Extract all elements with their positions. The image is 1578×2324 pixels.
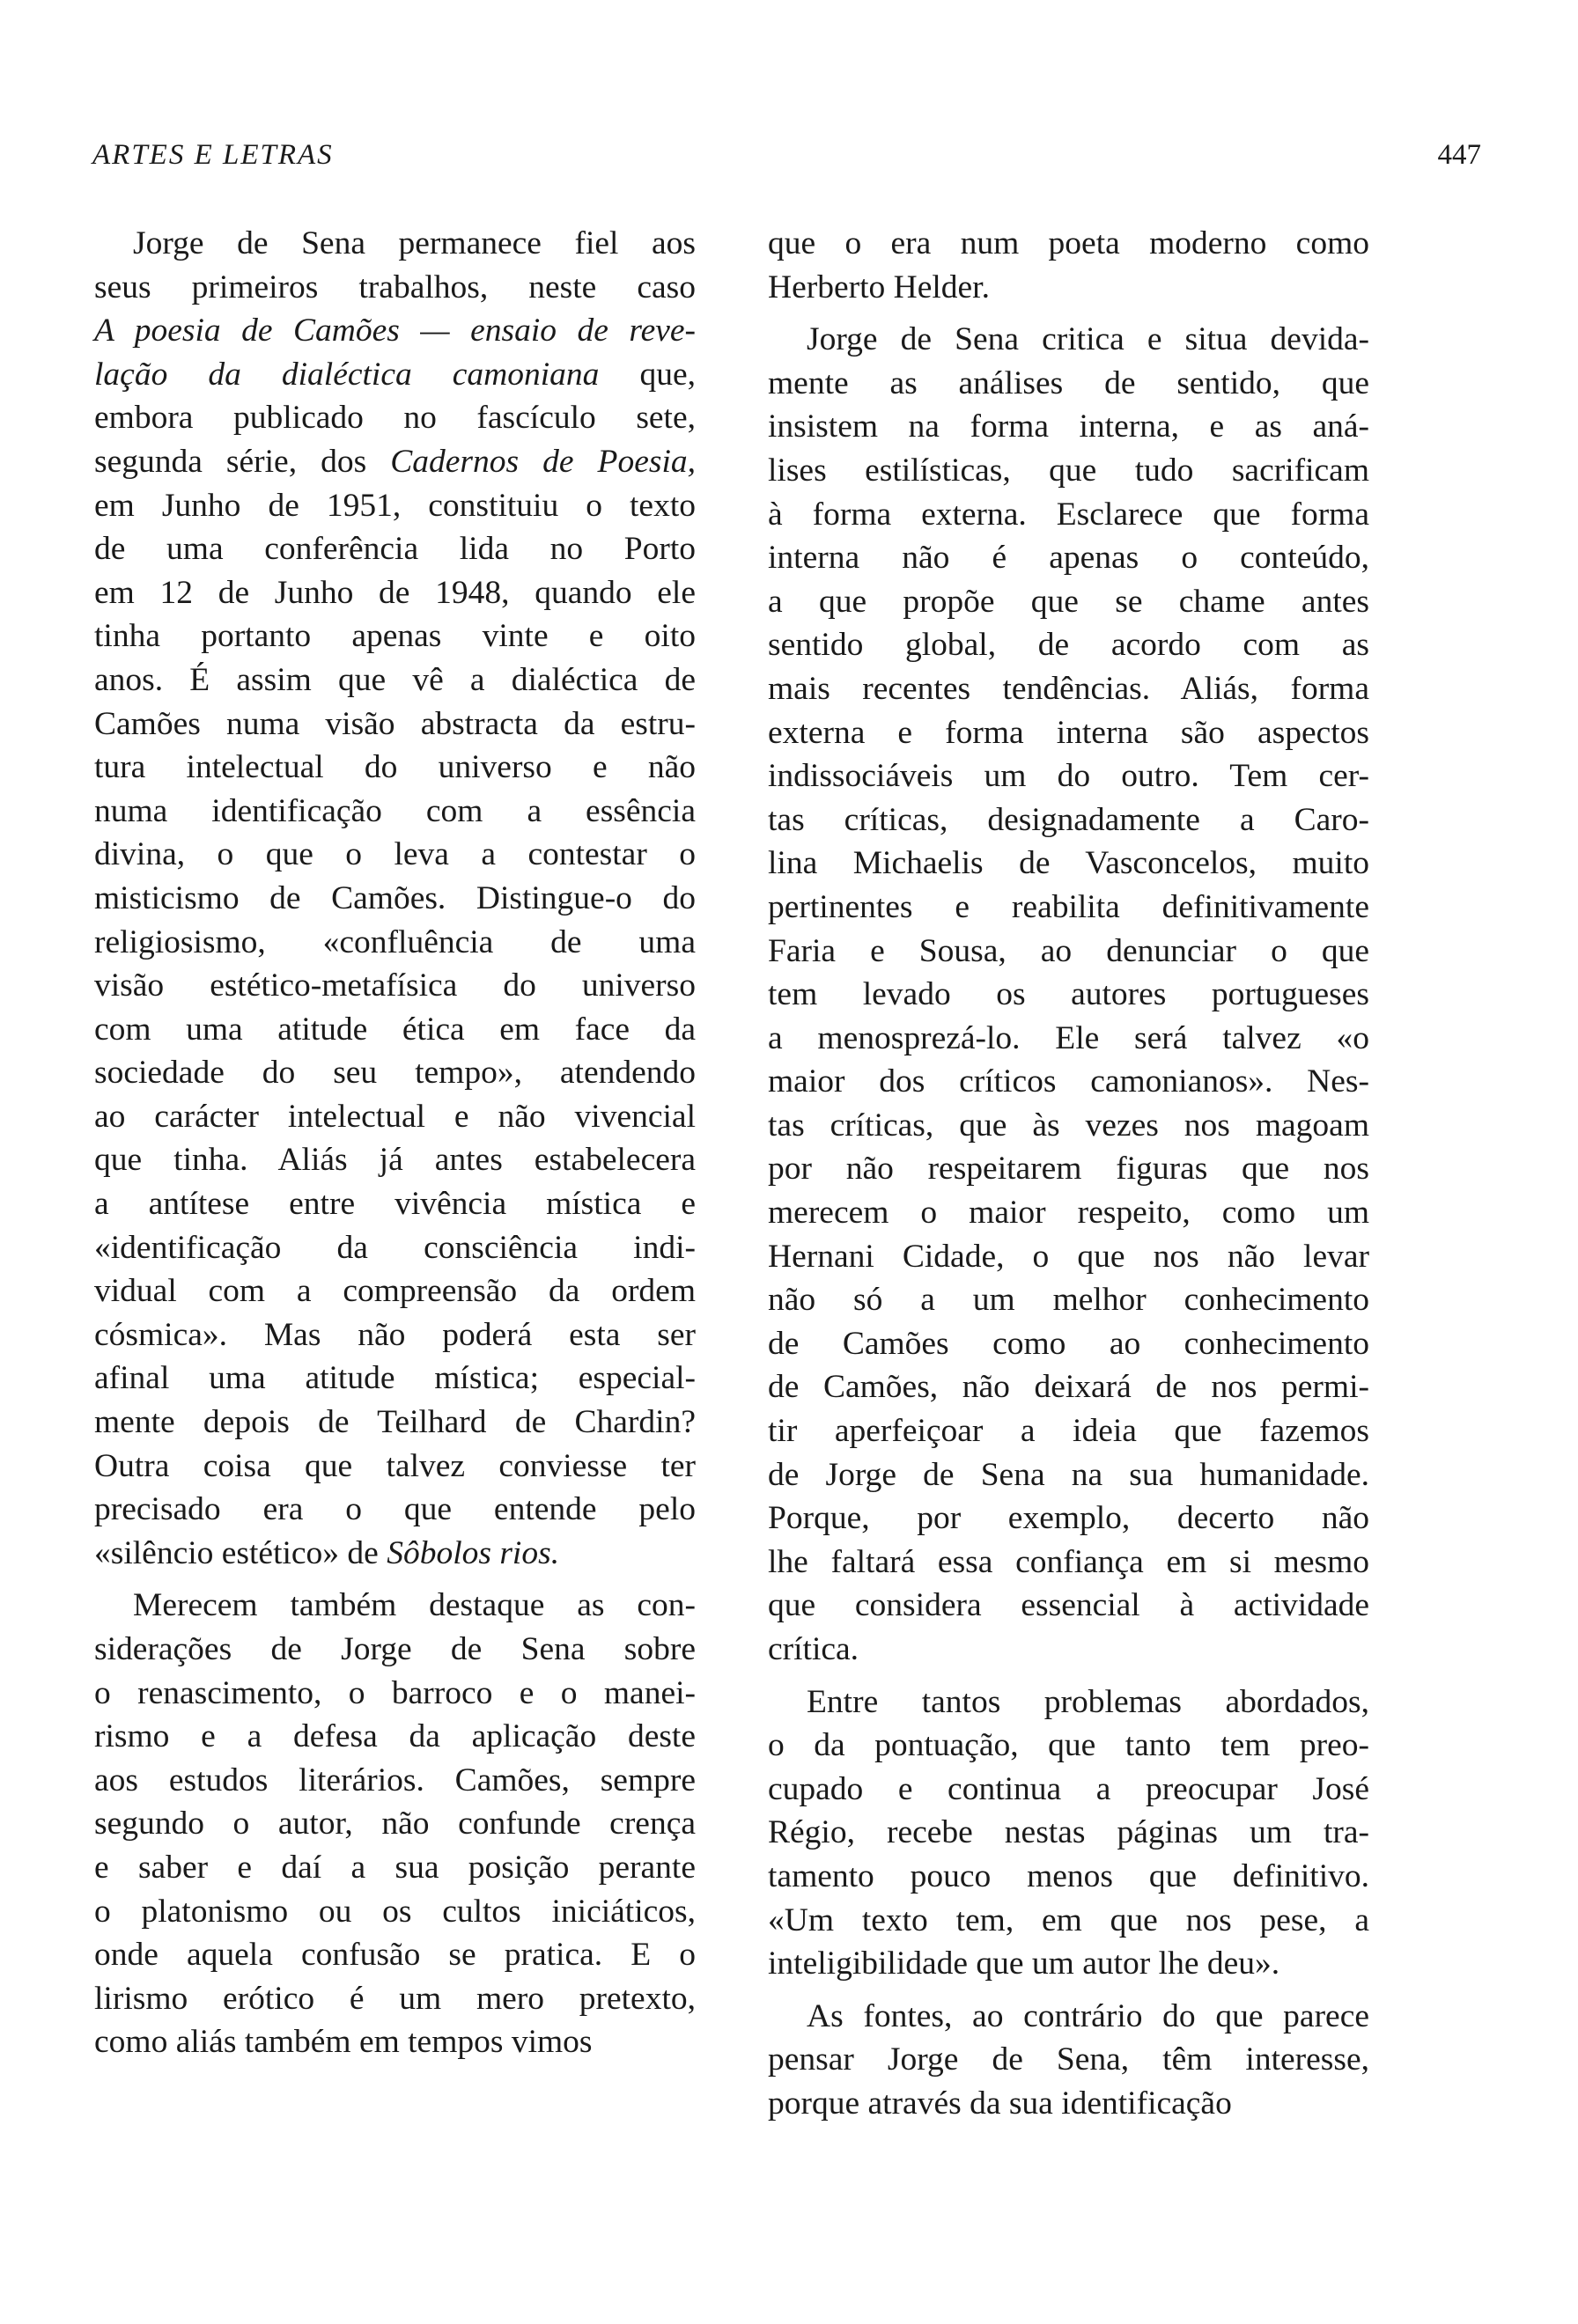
text-line: lirismo erótico é um mero pretexto,	[94, 1980, 696, 2017]
paragraph	[94, 1584, 696, 2064]
text-line: Merecem também destaque as con-	[133, 1587, 696, 1624]
text-line: anos. É assim que vê a dialéctica de	[94, 661, 696, 698]
text-line: pertinentes e reabilita definitivamente	[768, 888, 1369, 925]
text-line: lhe faltará essa confiança em si mesmo	[768, 1543, 1369, 1580]
text-line: siderações de Jorge de Sena sobre	[94, 1631, 696, 1667]
text-line: em Junho de 1951, constituiu o texto	[94, 487, 696, 524]
text-line: sentido global, de acordo com as	[768, 627, 1369, 664]
text-line: e saber e daí a sua posição perante	[94, 1849, 696, 1886]
text-line: misticismo de Camões. Distingue-o do	[94, 879, 696, 916]
page-number: 447	[1437, 139, 1481, 171]
text-line: o da pontuação, que tanto tem preo-	[768, 1727, 1369, 1764]
text-line: tem levado os autores portugueses	[768, 976, 1369, 1013]
paragraph-gap	[768, 309, 1369, 318]
text-line: Jorge de Sena permanece fiel aos	[133, 225, 696, 261]
text-line: lina Michaelis de Vasconcelos, muito	[768, 845, 1369, 882]
text-line: não só a um melhor conhecimento	[768, 1282, 1369, 1319]
text-line: tinha portanto apenas vinte e oito	[94, 618, 696, 655]
text-line: crítica.	[768, 1631, 859, 1667]
left-column	[94, 222, 696, 2064]
text-line: o renascimento, o barroco e o manei-	[94, 1674, 696, 1711]
text-line: «identificação da consciência indi-	[94, 1229, 696, 1266]
text-line: maior dos críticos camonianos». Nes-	[768, 1063, 1369, 1100]
text-line: divina, o que o leva a contestar o	[94, 836, 696, 873]
paragraph	[768, 1995, 1369, 2126]
text-line: segunda série, dos Cadernos de Poesia,	[94, 443, 696, 480]
text-line: lises estilísticas, que tudo sacrificam	[768, 452, 1369, 489]
text-line: cósmica». Mas não poderá esta ser	[94, 1316, 696, 1353]
text-line: a menosprezá-lo. Ele será talvez «o	[768, 1019, 1369, 1056]
text-line: visão estético-metafísica do universo	[94, 967, 696, 1004]
text-line: tamento pouco menos que definitivo.	[768, 1857, 1369, 1894]
text-line: tura intelectual do universo e não	[94, 749, 696, 786]
paragraph	[94, 222, 696, 1575]
paragraph-gap	[768, 1986, 1369, 1995]
text-line: vidual com a compreensão da ordem	[94, 1273, 696, 1310]
text-line: mente depois de Teilhard de Chardin?	[94, 1404, 696, 1441]
text-line: que considera essencial à actividade	[768, 1587, 1369, 1624]
paragraph	[768, 318, 1369, 1671]
text-line: de uma conferência lida no Porto	[94, 531, 696, 568]
text-line: que o era num poeta moderno como	[768, 225, 1369, 261]
text-line: Porque, por exemplo, decerto não	[768, 1500, 1369, 1537]
text-line: de Camões, não deixará de nos permi-	[768, 1369, 1369, 1406]
text-line: ao carácter intelectual e não vivencial	[94, 1098, 696, 1135]
text-line: pensar Jorge de Sena, têm interesse,	[768, 2041, 1369, 2078]
text-line: tir aperfeiçoar a ideia que fazemos	[768, 1413, 1369, 1450]
text-line: a antítese entre vivência mística e	[94, 1186, 696, 1223]
text-line: a que propõe que se chame antes	[768, 583, 1369, 620]
paragraph	[768, 222, 1369, 309]
text-line: porque através da sua identificação	[768, 2085, 1232, 2122]
text-line: As fontes, ao contrário do que parece	[807, 1997, 1369, 2034]
text-line: interna não é apenas o conteúdo,	[768, 540, 1369, 577]
text-line: onde aquela confusão se pratica. E o	[94, 1937, 696, 1974]
paragraph	[768, 1680, 1369, 1986]
text-line: Faria e Sousa, ao denunciar o que	[768, 932, 1369, 969]
text-line: indissociáveis um do outro. Tem cer-	[768, 758, 1369, 795]
text-line: aos estudos literários. Camões, sempre	[94, 1761, 696, 1798]
text-line: lação da dialéctica camoniana que,	[94, 356, 696, 393]
text-line: numa identificação com a essência	[94, 792, 696, 829]
text-line: afinal uma atitude mística; especial-	[94, 1360, 696, 1397]
text-line: à forma externa. Esclarece que forma	[768, 496, 1369, 533]
paragraph-gap	[768, 1672, 1369, 1680]
text-line: insistem na forma interna, e as aná-	[768, 408, 1369, 445]
text-line: merecem o maior respeito, como um	[768, 1195, 1369, 1232]
text-line: «silêncio estético» de Sôbolos rios.	[94, 1534, 560, 1571]
running-title: ARTES E LETRAS	[92, 139, 334, 171]
text-line: A poesia de Camões — ensaio de reve-	[94, 313, 696, 349]
text-line: por não respeitarem figuras que nos	[768, 1151, 1369, 1188]
text-line: o platonismo ou os cultos iniciáticos,	[94, 1893, 696, 1930]
text-line: rismo e a defesa da aplicação deste	[94, 1718, 696, 1755]
text-line: tas críticas, designadamente a Caro-	[768, 801, 1369, 838]
text-line: de Jorge de Sena na sua humanidade.	[768, 1456, 1369, 1493]
text-line: como aliás também em tempos vimos	[94, 2024, 593, 2061]
text-line: precisado era o que entende pelo	[94, 1491, 696, 1528]
text-line: religiosismo, «confluência de uma	[94, 923, 696, 960]
text-line: Herberto Helder.	[768, 268, 990, 305]
text-line: segundo o autor, não confunde crença	[94, 1806, 696, 1842]
text-line: «Um texto tem, em que nos pese, a	[768, 1901, 1369, 1938]
text-line: tas críticas, que às vezes nos magoam	[768, 1107, 1369, 1144]
text-line: Entre tantos problemas abordados,	[807, 1683, 1369, 1720]
text-line: seus primeiros trabalhos, neste caso	[94, 268, 696, 305]
text-line: mais recentes tendências. Aliás, forma	[768, 670, 1369, 707]
text-line: mente as análises de sentido, que	[768, 364, 1369, 401]
text-line: cupado e continua a preocupar José	[768, 1770, 1369, 1807]
paragraph-gap	[94, 1575, 696, 1584]
text-line: inteligibilidade que um autor lhe deu».	[768, 1945, 1280, 1982]
text-line: com uma atitude ética em face da	[94, 1011, 696, 1048]
text-line: sociedade do seu tempo», atendendo	[94, 1055, 696, 1092]
text-line: Outra coisa que talvez conviesse ter	[94, 1447, 696, 1484]
right-column	[768, 222, 1369, 2126]
text-line: em 12 de Junho de 1948, quando ele	[94, 574, 696, 611]
text-line: de Camões como ao conhecimento	[768, 1325, 1369, 1362]
text-line: que tinha. Aliás já antes estabelecera	[94, 1142, 696, 1179]
text-line: externa e forma interna são aspectos	[768, 714, 1369, 751]
text-line: Régio, recebe nestas páginas um tra-	[768, 1814, 1369, 1851]
text-line: Hernani Cidade, o que nos não levar	[768, 1238, 1369, 1275]
text-line: embora publicado no fascículo sete,	[94, 400, 696, 437]
text-line: Jorge de Sena critica e situa devida-	[807, 321, 1369, 358]
text-line: Camões numa visão abstracta da estru-	[94, 705, 696, 742]
